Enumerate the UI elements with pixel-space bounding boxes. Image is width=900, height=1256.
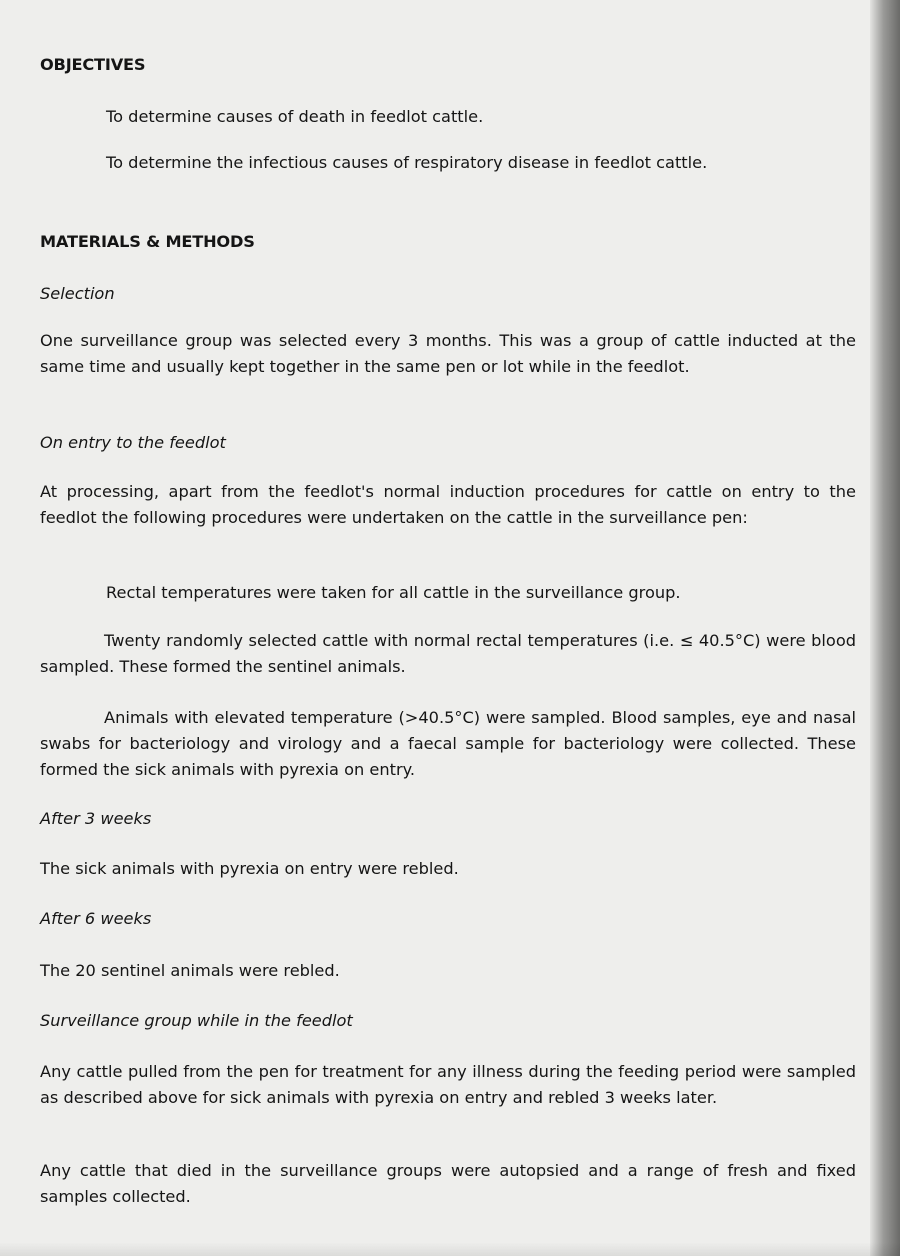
surveillance-paragraph-1: Any cattle pulled from the pen for treatment for any illness during the feeding period were sampled as described above for sick animals with pyrexia on entry and rebled 3 weeks later.	[40, 1062, 856, 1107]
objectives-heading: OBJECTIVES	[40, 55, 146, 74]
elevated-temperature-paragraph: Animals with elevated temperature (>40.5°C) were sampled. Blood samples, eye and nasal swabs for bacteriology and virology and a faecal sample for bacteriology were collected. These formed the sick animals with pyrexia on entry.	[40, 708, 856, 779]
objective-item-2: To determine the infectious causes of respiratory disease in feedlot cattle.	[106, 153, 708, 172]
surveillance-subheading: Surveillance group while in the feedlot	[40, 1011, 353, 1030]
page-bottom-shadow	[0, 1242, 900, 1256]
after-3-weeks-subheading: After 3 weeks	[40, 809, 152, 828]
on-entry-paragraph: At processing, apart from the feedlot's normal induction procedures for cattle on entry to the feedlot the following procedures were undertaken on the cattle in the surveillance pen:	[40, 482, 856, 527]
after-6-weeks-paragraph: The 20 sentinel animals were rebled.	[40, 961, 340, 980]
page-edge-shadow	[870, 0, 900, 1256]
selection-subheading: Selection	[40, 284, 115, 303]
rectal-temperature-paragraph: Rectal temperatures were taken for all cattle in the surveillance group.	[106, 583, 681, 602]
objective-item-1: To determine causes of death in feedlot cattle.	[106, 107, 484, 126]
after-3-weeks-paragraph: The sick animals with pyrexia on entry were rebled.	[40, 859, 459, 878]
methods-heading: MATERIALS & METHODS	[40, 232, 255, 251]
after-6-weeks-subheading: After 6 weeks	[40, 909, 152, 928]
on-entry-subheading: On entry to the feedlot	[40, 433, 226, 452]
sentinel-paragraph: Twenty randomly selected cattle with normal rectal temperatures (i.e. ≤ 40.5°C) were blood sampled. These formed the sentinel animals.	[40, 631, 856, 676]
surveillance-paragraph-2: Any cattle that died in the surveillance groups were autopsied and a range of fresh and fixed samples collected.	[40, 1161, 856, 1206]
selection-paragraph: One surveillance group was selected every 3 months. This was a group of cattle inducted at the same time and usually kept together in the same pen or lot while in the feedlot.	[40, 331, 856, 376]
